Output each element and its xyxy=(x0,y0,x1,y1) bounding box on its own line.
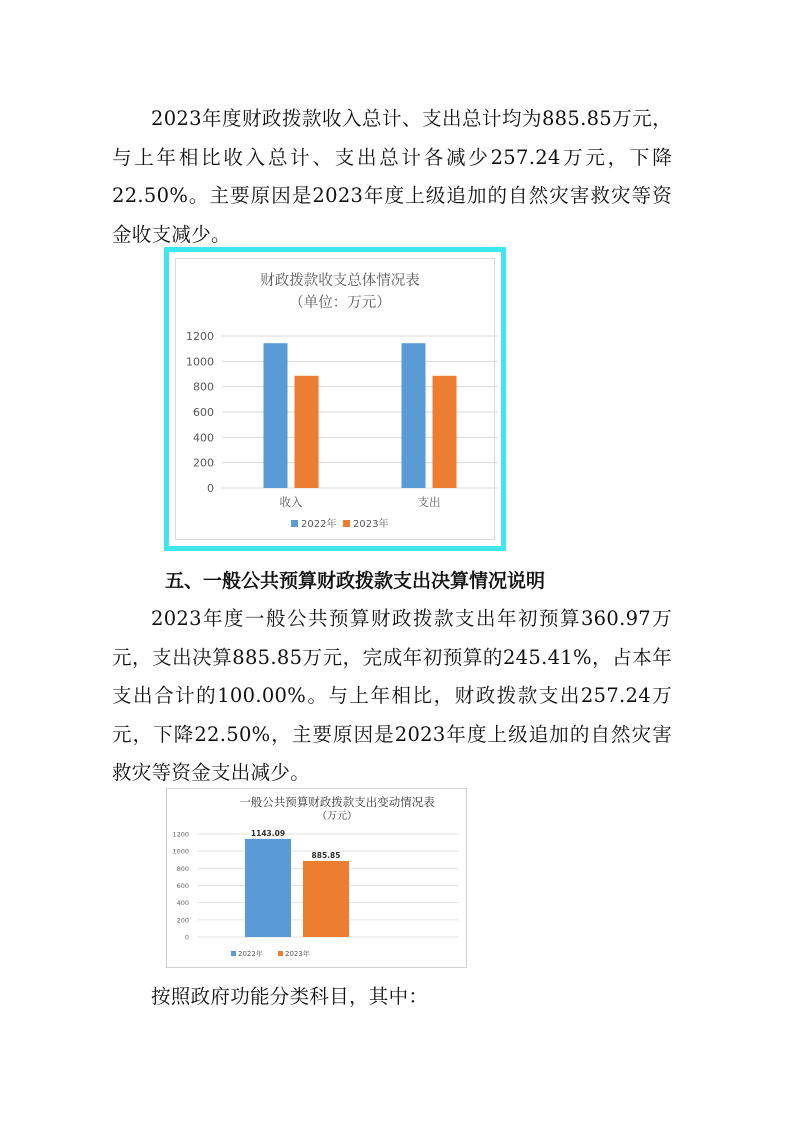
y-tick-label: 1200 xyxy=(186,330,214,343)
bar-2023年-支出 xyxy=(433,376,457,488)
y-tick-label: 0 xyxy=(207,482,214,495)
bar-2023年-收入 xyxy=(295,376,319,488)
paragraph-functional-classification: 按照政府功能分类科目，其中： xyxy=(151,985,429,1008)
chart-2-y-tick-labels xyxy=(172,831,189,942)
chart-fiscal-appropriation-overview xyxy=(164,247,506,551)
legend-swatch-2023 xyxy=(278,951,283,956)
chart-1-subtitle: （单位：万元） xyxy=(289,295,391,311)
chart-1-category-labels xyxy=(280,495,441,509)
y-tick-label: 600 xyxy=(176,882,189,890)
paragraph-general-budget-expenditure: 2023年度一般公共预算财政拨款支出年初预算360.97万元，支出决算885.85万元，完成年初预算的245.41%，占本年支出合计的100.00%。与上年相比，财政拨款支出257.24万元，下降22.50%，主要原因是2023年度上级追加的自然灾害救灾等资金支出减少。 xyxy=(112,607,672,784)
chart-2-subtitle: （万元） xyxy=(317,811,357,822)
legend-swatch-2022 xyxy=(231,951,236,956)
chart-1-bars xyxy=(264,343,457,488)
bar-2022年 xyxy=(245,839,291,937)
legend-swatch-2022 xyxy=(291,520,298,527)
y-tick-label: 200 xyxy=(193,456,214,470)
chart-general-budget-expenditure-change xyxy=(166,788,467,968)
y-tick-label: 600 xyxy=(193,406,214,419)
chart-2-legend xyxy=(231,949,310,958)
data-label-2023年: 885.85 xyxy=(311,850,341,860)
chart-1-gridlines xyxy=(222,336,498,488)
chart-1-title: 财政拨款收支总体情况表 xyxy=(260,273,420,289)
paragraph-revenue-expenditure-summary: 2023年度财政拨款收入总计、支出总计均为885.85万元，与上年相比收入总计、支出总计各减少257.24万元，下降22.50%。主要原因是2023年度上级追加的自然灾害救灾等资金收支减少。 xyxy=(112,107,672,246)
legend-swatch-2023 xyxy=(343,520,350,527)
y-tick-label: 1200 xyxy=(172,830,189,839)
legend-label-2022: 2022年 xyxy=(238,950,263,958)
chart-1-legend xyxy=(291,517,388,530)
legend-label-2023: 2023年 xyxy=(285,950,310,958)
section-heading: 五、一般公共预算财政拨款支出决算情况说明 xyxy=(165,570,546,592)
y-tick-label: 800 xyxy=(176,864,189,873)
chart-1-svg xyxy=(176,259,504,549)
category-label: 收入 xyxy=(279,495,303,509)
y-tick-label: 0 xyxy=(184,933,189,942)
y-tick-label: 400 xyxy=(176,899,189,908)
bar-2022年-收入 xyxy=(264,343,288,488)
y-tick-label: 1000 xyxy=(186,355,214,369)
bar-2022年-支出 xyxy=(402,343,426,488)
y-tick-label: 200 xyxy=(176,916,189,925)
category-label: 支出 xyxy=(417,495,441,509)
y-tick-label: 800 xyxy=(193,380,214,394)
bar-2023年 xyxy=(303,861,349,937)
data-label-2022年: 1143.09 xyxy=(250,828,286,838)
legend-label-2022: 2022年 xyxy=(301,519,337,530)
y-tick-label: 1000 xyxy=(172,847,189,856)
chart-2-svg xyxy=(167,789,466,967)
chart-2-title: 一般公共预算财政拨款支出变动情况表 xyxy=(239,795,435,809)
y-tick-label: 400 xyxy=(193,431,214,445)
legend-label-2023: 2023年 xyxy=(353,519,389,530)
chart-1-y-tick-labels xyxy=(186,330,214,495)
